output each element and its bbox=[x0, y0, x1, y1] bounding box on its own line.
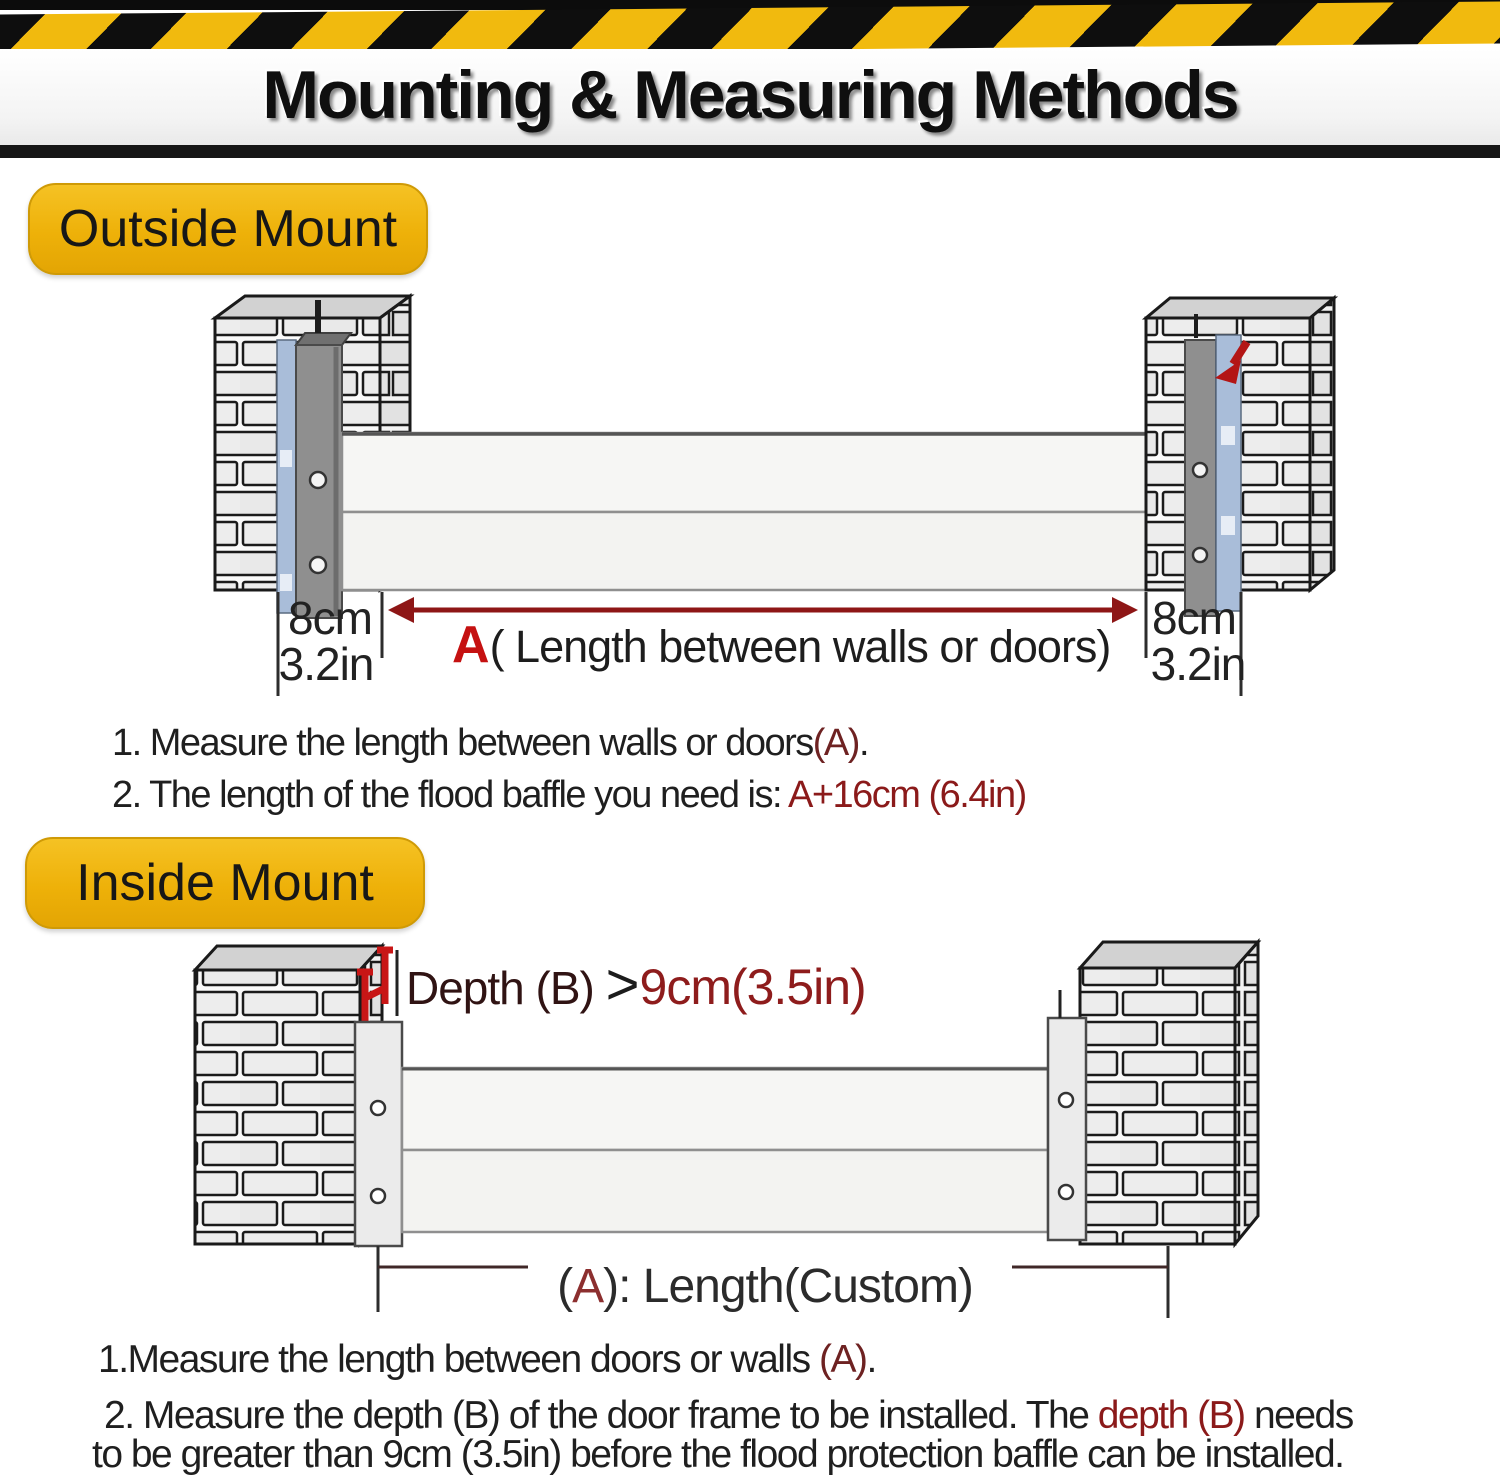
right-pillar bbox=[1080, 942, 1258, 1244]
header-divider bbox=[0, 145, 1500, 158]
inside-step-2-line-2: to be greater than 9cm (3.5in) before the flood protection baffle can be installed. bbox=[92, 1433, 1344, 1475]
plank-top bbox=[342, 433, 1185, 512]
measure-8cm-right: 8cm bbox=[1152, 592, 1236, 644]
page-title: Mounting & Measuring Methods bbox=[262, 57, 1238, 133]
screw-hole bbox=[1059, 1093, 1073, 1107]
outside-step-2: 2. The length of the flood baffle you need is: A+16cm (6.4in) bbox=[112, 774, 1026, 816]
measure-32in-left: 3.2in bbox=[278, 638, 374, 690]
outside-mount-badge: Outside Mount bbox=[28, 183, 428, 275]
inside-mount-diagram bbox=[0, 928, 1500, 1333]
outside-mount-diagram bbox=[0, 278, 1500, 703]
measure-8cm-left: 8cm bbox=[288, 592, 372, 644]
outside-step-1: 1. Measure the length between walls or doors(A). bbox=[112, 722, 868, 764]
screw-hole bbox=[371, 1189, 385, 1203]
screw-hole bbox=[1193, 548, 1207, 562]
screw-hole bbox=[1193, 463, 1207, 477]
mounting-channel-right bbox=[1185, 314, 1216, 616]
screw-hole bbox=[1059, 1185, 1073, 1199]
screw-hole bbox=[371, 1101, 385, 1115]
gasket-strip-left bbox=[277, 340, 296, 613]
span-arrow bbox=[388, 597, 1138, 623]
inside-step-1: 1.Measure the length between doors or walls (A). bbox=[98, 1338, 876, 1381]
span-label: A( Length between walls or doors) bbox=[452, 616, 1111, 674]
plank-bottom bbox=[342, 512, 1185, 590]
plank-bottom bbox=[402, 1150, 1048, 1232]
depth-label: Depth (B) >9cm(3.5in) bbox=[406, 952, 866, 1017]
measure-32in-right: 3.2in bbox=[1150, 638, 1246, 690]
inside-step-2-line-1: 2. Measure the depth (B) of the door frame to be installed. The depth (B) needs bbox=[104, 1394, 1353, 1437]
flood-barrier-planks bbox=[402, 1068, 1048, 1232]
flood-barrier-planks bbox=[342, 433, 1185, 590]
bracket-panel-right bbox=[1048, 990, 1086, 1240]
bracket-panel-left bbox=[355, 1022, 402, 1246]
inside-mount-badge: Inside Mount bbox=[25, 837, 425, 929]
screw-hole bbox=[310, 472, 326, 488]
plank-top bbox=[402, 1068, 1048, 1150]
screw-hole bbox=[310, 557, 326, 573]
inside-measure-label: (A): Length(Custom) bbox=[557, 1260, 973, 1313]
